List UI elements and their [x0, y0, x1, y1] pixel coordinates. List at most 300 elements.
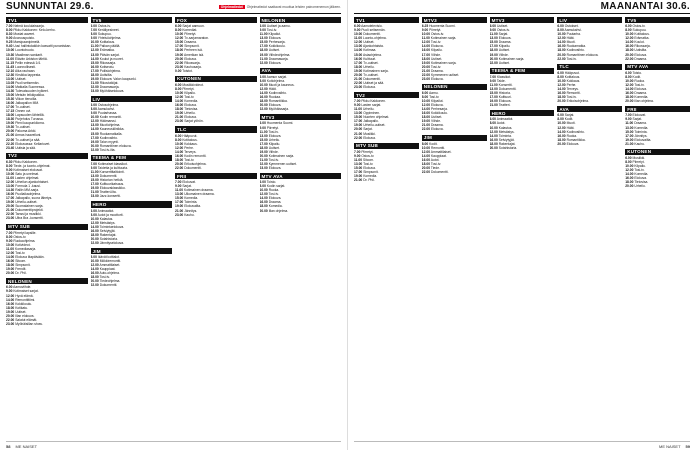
- left-footer: [6, 441, 341, 450]
- program-time: 9.00: [259, 125, 266, 130]
- channel-block: [175, 173, 257, 217]
- program-title: Elokuva.: [363, 84, 376, 89]
- channel-block: [625, 64, 690, 104]
- program-title: Viihde.: [430, 119, 442, 124]
- program-title: Komedia.: [268, 204, 283, 209]
- channel-name: AVA: [260, 68, 342, 74]
- program-title: Satu ja unelmat.: [15, 171, 40, 176]
- program-title: Uutiset.: [430, 56, 443, 61]
- program-title: Uutiset.: [363, 40, 375, 45]
- schedule-column: [557, 17, 622, 441]
- channel-name: JIM: [422, 135, 487, 141]
- program-title: Ulkomainen draama.: [184, 192, 215, 197]
- program-title: Perhe.: [566, 82, 577, 87]
- program-time: 6.00: [6, 285, 13, 290]
- channel-block: [354, 92, 419, 140]
- program-time: 10.00: [421, 32, 431, 37]
- program-title: Jazz-konsertti.: [99, 194, 121, 199]
- program-time: 16.00: [90, 64, 99, 69]
- channel-block: [260, 68, 342, 112]
- program-title: Perheen isä.: [184, 48, 203, 53]
- program-time: 11.00: [6, 246, 15, 251]
- program-title: Pikku Kakkonen.: [361, 99, 386, 104]
- program-time: 10.00: [90, 259, 99, 264]
- program-title: Kotimaiset klassikot.: [97, 161, 128, 166]
- program-title: Lasten ohjelmat.: [15, 176, 40, 181]
- program-title: Elokuva.: [430, 44, 444, 49]
- program-title: Viihde.: [268, 149, 279, 154]
- program-time: 22.00: [90, 147, 99, 152]
- program-time: 16.00: [6, 259, 15, 264]
- program-title: Tosi-tv.: [430, 161, 442, 166]
- program-title: Elokuva.: [430, 103, 444, 108]
- program-time: 22.20: [6, 141, 15, 146]
- program-time: 7.00: [90, 28, 97, 33]
- program-title: Luonnollisesti.: [15, 64, 36, 69]
- program-title: Aamun sarjat.: [266, 74, 287, 79]
- program-time: 21.00: [421, 68, 431, 73]
- channel-block: [625, 149, 690, 189]
- program-time: 9.00: [354, 103, 361, 108]
- program-listing: [260, 107, 342, 111]
- channel-block: [175, 76, 257, 124]
- program-time: 20.00: [625, 99, 634, 104]
- program-time: 19.00: [6, 121, 15, 126]
- program-title: Toisto.: [632, 70, 642, 75]
- program-time: 16.00: [90, 271, 99, 276]
- program-time: 12.00: [625, 36, 634, 41]
- program-title: Autot.: [496, 121, 506, 126]
- program-title: Kulttuuri.: [363, 56, 377, 61]
- program-title: Animaatiot.: [97, 208, 115, 213]
- program-listing: [422, 170, 487, 174]
- program-title: Draama.: [430, 68, 444, 73]
- program-title: Puoli seitsemän.: [361, 28, 386, 33]
- program-title: Kalastus.: [498, 125, 513, 130]
- program-title: Perhesarja.: [430, 107, 448, 112]
- program-time: 15.00: [175, 40, 184, 45]
- program-time: 12.00: [175, 36, 184, 41]
- program-time: 13.00: [625, 125, 634, 130]
- program-time: 8.00: [90, 255, 97, 260]
- channel-block: [175, 126, 257, 170]
- program-time: 11.00: [354, 107, 363, 112]
- program-time: 12.30: [6, 72, 15, 77]
- program-time: 19.30: [6, 125, 15, 130]
- program-title: Tosi-tv.: [184, 157, 195, 162]
- program-time: 19.00: [354, 123, 363, 128]
- program-time: 23.00: [421, 76, 431, 81]
- program-title: Erämatka.: [99, 48, 115, 53]
- right-page-number: 59: [685, 443, 690, 449]
- program-listing: [557, 99, 622, 103]
- program-time: 20.00: [489, 56, 498, 61]
- program-time: 12.00: [557, 36, 566, 41]
- program-title: Aamuviihde.: [13, 285, 32, 290]
- program-time: 9.40: [6, 44, 13, 49]
- program-time: 17.00: [175, 44, 184, 49]
- program-title: Kodinvaihto.: [268, 91, 287, 96]
- program-time: 8.00: [557, 117, 564, 122]
- program-title: Elokuva.: [184, 115, 197, 120]
- program-listing: [91, 241, 173, 245]
- program-time: 8.30: [6, 32, 13, 37]
- program-title: Tosi-tv.: [429, 95, 440, 100]
- program-title: Kauppiaat.: [99, 267, 116, 272]
- program-time: 11.00: [90, 44, 99, 49]
- program-time: 13.00: [259, 133, 268, 138]
- program-time: 14.00: [90, 224, 99, 229]
- program-title: Tosi-tv.: [268, 129, 279, 134]
- program-title: Kilpailut.: [430, 99, 444, 104]
- program-time: 20.00: [354, 127, 363, 132]
- program-title: Tv-uutiset.: [15, 125, 31, 130]
- program-title: Elävän Arkiston tähtiä.: [15, 56, 48, 61]
- program-time: 9.00: [489, 78, 497, 83]
- program-time: 19.00: [90, 186, 99, 191]
- program-title: Romanttinen elokuva.: [99, 143, 132, 148]
- program-title: Illan ohjelma.: [634, 99, 654, 104]
- program-time: 17.00: [354, 170, 363, 175]
- program-title: Uutiset.: [268, 48, 280, 53]
- program-title: Uutiset ja aamu.: [266, 24, 291, 29]
- program-time: 11.00: [421, 36, 430, 41]
- program-title: Teatteri.: [498, 103, 511, 108]
- program-time: 23.00: [175, 64, 184, 69]
- program-time: 12.00: [421, 103, 431, 108]
- program-time: 10.00: [557, 78, 566, 83]
- channel-name: MTV3: [260, 114, 342, 120]
- program-title: Kalastus.: [99, 216, 114, 221]
- program-listing: [175, 69, 257, 73]
- program-title: Uutisilta.: [634, 48, 648, 53]
- program-time: 14.00: [259, 196, 268, 201]
- program-time: 22.00: [259, 107, 268, 112]
- program-title: Kokkaus.: [184, 141, 198, 146]
- program-title: Kodinvaihto.: [566, 48, 585, 53]
- program-time: 10.00: [489, 125, 498, 130]
- program-title: Dokumenttiprojekti.: [15, 208, 44, 213]
- program-time: 12.00: [625, 168, 634, 173]
- program-time: 6.00: [489, 117, 497, 122]
- program-time: 14.00: [175, 99, 184, 104]
- program-title: Piirretyt.: [632, 159, 645, 164]
- program-time: 9.00: [90, 111, 97, 116]
- program-title: Musiikkivideot.: [182, 82, 204, 87]
- program-time: 22.00: [90, 84, 99, 89]
- program-time: 17.00: [489, 95, 498, 100]
- program-time: 18.00: [489, 141, 498, 146]
- program-title: Urheilun ajankohtaiset.: [15, 180, 49, 185]
- program-time: 18.00: [557, 95, 566, 100]
- program-title: Remontti.: [566, 91, 581, 96]
- program-title: Tosi-tv-ilta.: [99, 147, 116, 152]
- program-title: Komedia.: [184, 196, 199, 201]
- channel-block: [354, 143, 419, 183]
- program-title: Kauhu.: [184, 212, 195, 217]
- program-title: Poliisiohjelma.: [99, 68, 121, 73]
- program-time: 16.00: [421, 111, 431, 116]
- notice-badge: Ohjelmatiedot: [220, 4, 243, 9]
- program-time: 8.00: [90, 107, 97, 112]
- program-title: Uutisia ja sää.: [15, 145, 36, 150]
- program-title: Elokuva iltapäivään.: [15, 255, 45, 259]
- program-title: Elokuva.: [268, 103, 282, 108]
- program-title: Myöhäissarja.: [268, 107, 290, 112]
- program-time: 15.00: [354, 165, 363, 170]
- program-title: Komediasarja.: [15, 246, 37, 251]
- program-title: Tv-uutiset ja sää.: [15, 137, 41, 142]
- program-title: Tosi-tv.: [430, 64, 442, 69]
- program-time: 15.00: [489, 91, 498, 96]
- program-time: 22.00: [90, 283, 99, 288]
- program-title: Onnen ovi.: [15, 109, 32, 114]
- program-title: Sarjat.: [632, 117, 643, 122]
- program-title: Sukupuu.: [632, 28, 647, 33]
- program-time: 6.00: [259, 24, 266, 29]
- program-time: 15.00: [625, 129, 634, 134]
- program-time: 12.00: [6, 180, 15, 185]
- program-listing: [422, 127, 487, 131]
- program-time: 12.00: [175, 95, 184, 100]
- program-title: Huomenta Suomi.: [266, 121, 294, 126]
- program-title: Rallin MM-sarja.: [15, 188, 40, 193]
- program-time: 20.00: [90, 236, 99, 241]
- program-title: Historian hetkiä.: [99, 178, 124, 183]
- program-time: 21.00: [421, 123, 431, 128]
- program-title: Elokuva.: [268, 196, 282, 201]
- program-title: Kauhusarja.: [184, 64, 202, 69]
- program-title: Selviytyjät.: [99, 228, 116, 233]
- channel-block: [422, 17, 487, 81]
- channel-block: [6, 17, 88, 150]
- program-title: Kulttuurikatsaus.: [99, 182, 125, 187]
- program-time: 20.00: [6, 204, 15, 209]
- program-time: 14.00: [259, 91, 268, 96]
- channel-block: [354, 17, 419, 89]
- program-time: 20.00: [175, 161, 184, 166]
- program-time: 21.00: [259, 157, 268, 162]
- program-title: Ostos-tv.: [97, 24, 111, 29]
- channel-name: LIV: [557, 17, 622, 23]
- program-time: 11.00: [489, 32, 498, 37]
- program-time: 12.00: [90, 119, 99, 124]
- program-time: 19.00: [489, 99, 498, 104]
- program-time: 6.00: [259, 180, 266, 185]
- program-time: 14.00: [557, 86, 566, 91]
- program-time: 20.00: [90, 143, 99, 148]
- program-title: Pakoma Arkki.: [15, 129, 37, 134]
- program-title: Rakentajat.: [498, 141, 516, 146]
- program-time: 20.00: [259, 153, 268, 158]
- program-time: 18.00: [259, 48, 268, 53]
- program-time: 16.00: [259, 200, 268, 205]
- program-title: Puoli seitsemän.: [15, 80, 40, 85]
- program-time: 6.00: [175, 82, 182, 87]
- program-title: Dr. Phil.: [363, 178, 375, 183]
- program-time: 11.45: [6, 64, 15, 69]
- program-title: Tosi-tv.: [99, 275, 110, 280]
- program-time: 12.00: [557, 82, 566, 87]
- program-title: Kodin remontti.: [184, 153, 207, 158]
- program-title: Kodit.: [632, 74, 641, 79]
- program-title: Kotimaa.: [363, 48, 377, 53]
- channel-name: TEEMA & FEM: [490, 68, 555, 74]
- program-listing: [625, 99, 690, 103]
- program-title: Metsästys.: [498, 129, 515, 134]
- program-title: Kotimainen draama.: [184, 188, 214, 193]
- program-title: Tosi-tv.: [184, 95, 195, 100]
- program-title: Jalkapallon MM.: [15, 101, 40, 106]
- program-time: 18.00: [6, 263, 15, 268]
- program-time: 6.00: [90, 208, 97, 213]
- program-title: Komedia.: [363, 174, 378, 179]
- program-time: 13.00: [354, 111, 363, 116]
- program-title: Tosi-tv.: [15, 250, 26, 255]
- channel-block: [625, 17, 690, 61]
- program-time: 22.00: [175, 60, 184, 65]
- program-time: 8.00: [90, 32, 97, 37]
- program-time: 6.30: [6, 159, 13, 164]
- program-time: 18.00: [259, 145, 268, 150]
- program-title: Mustat aaveet.: [13, 32, 35, 37]
- program-time: 19.00: [259, 149, 268, 154]
- program-time: 15.30: [6, 97, 15, 102]
- program-time: 14.00: [90, 127, 99, 132]
- program-time: 18.00: [175, 157, 184, 162]
- program-time: 16.00: [6, 101, 15, 106]
- program-title: Uutiset.: [15, 76, 27, 81]
- program-time: 14.00: [625, 86, 634, 91]
- program-time: 10.00: [90, 40, 99, 45]
- program-time: 18.00: [421, 115, 431, 120]
- program-title: Kodinvaihto.: [566, 129, 585, 134]
- program-time: 16.00: [259, 95, 268, 100]
- program-title: Viihde.: [430, 52, 442, 57]
- channel-block: [557, 64, 622, 104]
- program-time: 20.00: [259, 103, 268, 108]
- program-time: 16.00: [557, 133, 566, 138]
- program-time: 20.00: [557, 141, 566, 146]
- program-time: 20.00: [90, 279, 99, 284]
- program-time: 23.00: [90, 88, 99, 93]
- channel-block: [175, 17, 257, 73]
- left-page-number: 58: [6, 443, 11, 449]
- program-time: 18.00: [557, 48, 566, 53]
- program-time: 6.00: [175, 133, 182, 138]
- program-time: 18.00: [90, 275, 99, 280]
- program-time: 19.00: [175, 204, 184, 209]
- program-time: 18.00: [625, 95, 634, 100]
- channel-block: [91, 17, 173, 93]
- program-title: Perhesarja.: [268, 40, 286, 45]
- channel-block: [557, 17, 622, 61]
- program-title: Elokuva.: [184, 103, 197, 108]
- left-columns: [6, 17, 341, 441]
- program-title: Pieni kaupunkiloma.: [15, 121, 45, 126]
- channel-block: [6, 224, 88, 276]
- program-time: 7.00: [90, 161, 97, 166]
- program-time: 16.00: [6, 301, 15, 306]
- program-title: Ruokamatka.: [566, 44, 587, 49]
- program-time: 10.00: [557, 32, 566, 37]
- program-title: Kodit.: [429, 141, 438, 146]
- program-time: 23.40: [6, 145, 15, 150]
- program-time: 9.00: [354, 153, 361, 158]
- program-time: 13.00: [90, 174, 99, 179]
- program-time: 14.00: [421, 107, 431, 112]
- program-title: Uutisilta.: [99, 72, 113, 77]
- program-title: Simpsonit.: [363, 170, 379, 175]
- channel-name: TEEMA & FEM: [91, 155, 173, 161]
- program-time: 17.00: [259, 141, 268, 146]
- program-time: 13.05: [6, 80, 15, 85]
- program-time: 21.00: [259, 56, 268, 61]
- channel-name: NELONEN: [6, 278, 88, 284]
- program-time: 8.00: [557, 28, 564, 33]
- program-title: Dr. Phil.: [15, 271, 27, 276]
- program-title: Komedia.: [634, 172, 649, 177]
- program-title: Kauneusklinikka.: [99, 127, 125, 132]
- program-time: 14.00: [421, 44, 431, 49]
- program-title: Ostokset.: [564, 24, 579, 29]
- schedule-column: [175, 17, 257, 441]
- program-time: 12.00: [90, 220, 99, 225]
- program-time: 15.00: [259, 137, 268, 142]
- program-title: Sitcom.: [363, 157, 374, 162]
- program-title: Urheilu-uutiset.: [363, 123, 386, 128]
- program-title: Suomalainen sarja.: [15, 204, 44, 209]
- program-title: Draama.: [634, 56, 648, 61]
- program-time: 18.00: [90, 232, 99, 237]
- program-title: Kotimainen sarja.: [430, 36, 457, 41]
- program-time: 6.00: [557, 70, 564, 75]
- program-title: Komedia.: [634, 125, 649, 130]
- program-time: 18.00: [90, 72, 99, 77]
- channel-name: AVA: [557, 106, 622, 112]
- program-title: Dokumentti.: [363, 76, 381, 81]
- program-title: Jalkapallo.: [363, 119, 379, 124]
- program-time: 18.00: [259, 204, 268, 209]
- program-time: 14.30: [6, 88, 15, 93]
- program-time: 18.00: [557, 137, 566, 142]
- program-title: Tiede- ja luonto-ohjelmat.: [13, 163, 51, 168]
- program-title: Häät.: [566, 36, 575, 41]
- program-time: 14.00: [557, 40, 566, 45]
- program-title: Elokuva: Valon kaupunki.: [99, 76, 137, 81]
- program-time: 21.00: [90, 80, 99, 85]
- channel-block: [490, 17, 555, 65]
- right-footer: [354, 441, 690, 450]
- program-time: 23.00: [6, 321, 15, 326]
- program-time: 13.00: [6, 76, 15, 81]
- program-title: Kokkikoulu.: [430, 111, 448, 116]
- program-time: 17.00: [6, 196, 15, 201]
- program-time: 10.00: [625, 78, 634, 83]
- program-time: 20.00: [259, 208, 268, 213]
- program-time: 6.00: [625, 155, 632, 160]
- program-time: 16.00: [90, 228, 99, 233]
- program-title: Ostos-tv.: [361, 153, 375, 158]
- program-title: Marsipaanipimelä.: [13, 40, 41, 45]
- program-title: Yhteisöohjelma.: [97, 36, 122, 41]
- program-title: Puutarhassa.: [97, 111, 118, 116]
- program-title: Nelmä koululaissarja.: [13, 24, 45, 29]
- program-time: 18.00: [6, 305, 15, 310]
- channel-name: TV5: [625, 17, 690, 23]
- program-title: Kilpailut.: [268, 32, 281, 37]
- program-title: Remonttitiimi.: [15, 297, 36, 302]
